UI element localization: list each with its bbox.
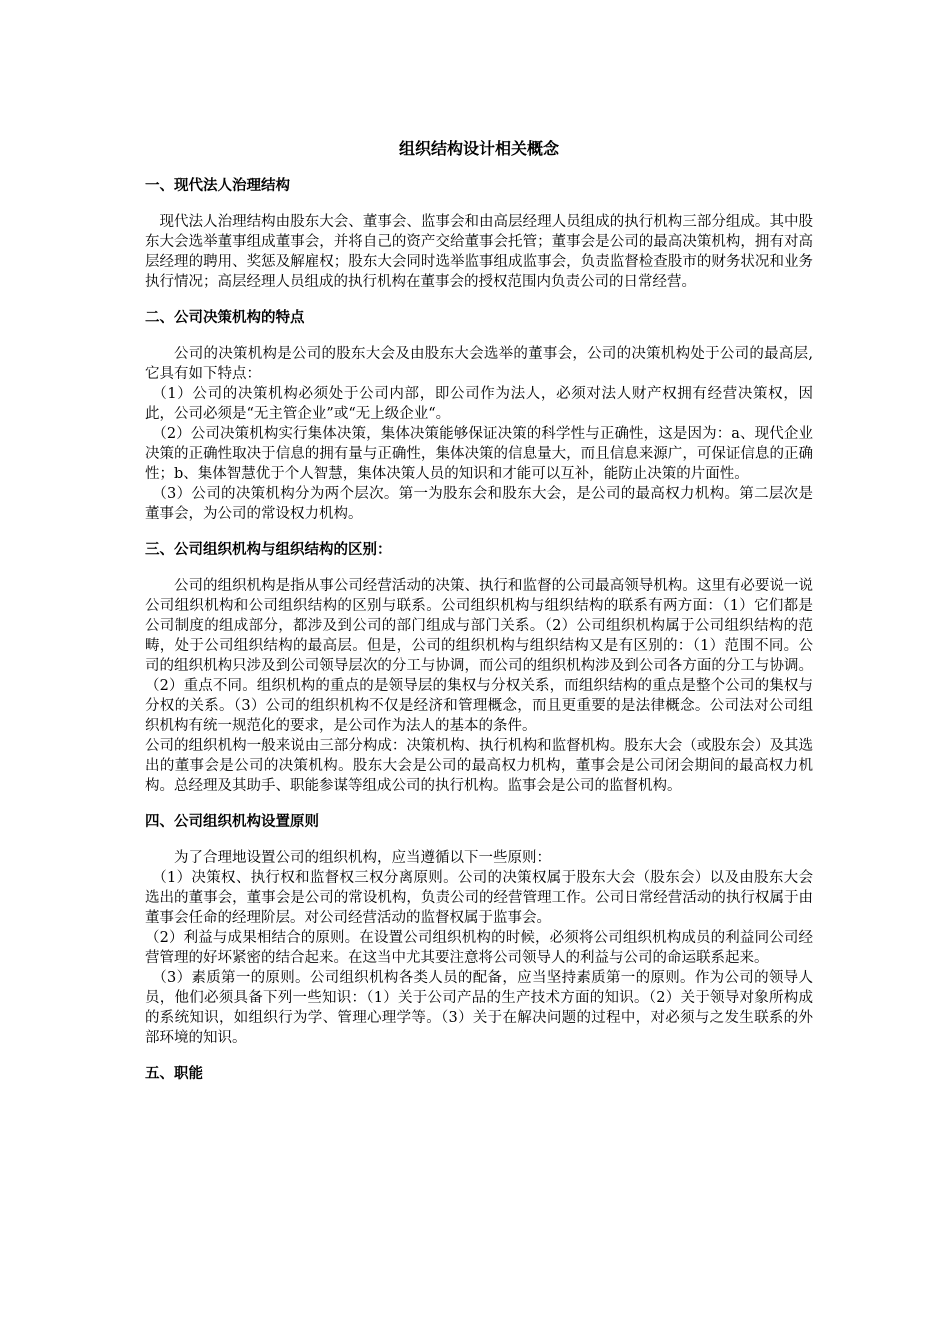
section-3 bbox=[145, 540, 813, 796]
section-heading: 四、公司组织机构设置原则 bbox=[145, 814, 319, 830]
paragraph: 现代法人治理结构由股东大会、董事会、监事会和由高层经理人员组成的执行机构三部分组成。其中股东大会选举董事组成董事会，并将自己的资产交给董事会托管；董事会是公司的最高决策机构，拥有对高层经理的聘用、奖惩及解雇权；股东大会同时选举监事组成监事会，负责监督检查股市的财务状况和业务执行情况；高层经理人员组成的执行机构在董事会的授权范围内负责公司的日常经营。 bbox=[145, 214, 813, 290]
paragraph: 为了合理地设置公司的组织机构，应当遵循以下一些原则： bbox=[174, 850, 551, 866]
section-4 bbox=[145, 812, 813, 1048]
paragraph: 公司的组织机构一般来说由三部分构成：决策机构、执行机构和监督机构。股东大会（或股东会）及其选出的董事会是公司的决策机构。股东大会是公司的最高权力机构，董事会是公司闭会期间的最高权力机构。总经理及其助手、职能参谋等组成公司的执行机构。监事会是公司的监督机构。 bbox=[145, 738, 813, 794]
section-heading: 二、公司决策机构的特点 bbox=[145, 310, 305, 326]
page-title: 组织结构设计相关概念 bbox=[398, 139, 559, 158]
paragraph: （3）公司的决策机构分为两个层次。第一为股东会和股东大会，是公司的最高权力机构。第二层次是董事会，为公司的常设权力机构。 bbox=[145, 486, 813, 522]
section-heading: 一、现代法人治理结构 bbox=[145, 178, 290, 194]
paragraph: 公司的决策机构是公司的股东大会及由股东大会选举的董事会，公司的决策机构处于公司的最高层,它具有如下特点： bbox=[145, 346, 813, 382]
paragraph: （1）公司的决策机构必须处于公司内部，即公司作为法人，必须对法人财产权拥有经营决策权，因此，公司必须是“无主管企业”或“无上级企业“。 bbox=[145, 386, 813, 422]
paragraph: （2）公司决策机构实行集体决策，集体决策能够保证决策的科学性与正确性，这是因为：a、现代企业决策的正确性取决于信息的拥有量与正确性，集体决策的信息量大，而且信息来源广，可保证信息的正确性；b、集体智慧优于个人智慧，集体决策人员的知识和才能可以互补，能防止决策的片面性。 bbox=[145, 426, 813, 482]
section-1 bbox=[145, 176, 813, 292]
section-heading: 三、公司组织机构与组织结构的区别： bbox=[145, 542, 392, 558]
section-5 bbox=[145, 1064, 813, 1084]
document-page bbox=[145, 126, 813, 1100]
paragraph: （2）利益与成果相结合的原则。在设置公司组织机构的时候，必须将公司组织机构成员的利益同公司经营管理的好坏紧密的结合起来。在这当中尤其要注意将公司领导人的利益与公司的命运联系起来。 bbox=[145, 930, 813, 966]
section-2 bbox=[145, 308, 813, 524]
section-heading: 五、职能 bbox=[145, 1066, 203, 1082]
paragraph: 公司的组织机构是指从事公司经营活动的决策、执行和监督的公司最高领导机构。这里有必要说一说公司组织机构和公司组织结构的区别与联系。公司组织机构与组织结构的联系有两方面：（1）它们都是公司制度的组成部分，都涉及到公司的部门组成与部门关系。（2）公司组织机构属于公司组织结构的范畴，处于公司组织结构的最高层。但是，公司的组织机构与组织结构又是有区别的：（1）范围不同。公司的组织机构只涉及到公司领导层次的分工与协调，而公司的组织机构涉及到公司各方面的分工与协调。（2）重点不同。组织机构的重点的是领导层的集权与分权关系，而组织结构的重点是整个公司的集权与分权的关系。（3）公司的组织机构不仅是经济和管理概念，而且更重要的是法律概念。公司法对公司组织机构有统一规范化的要求，是公司作为法人的基本的条件。 bbox=[145, 578, 813, 734]
paragraph: （1）决策权、执行权和监督权三权分离原则。公司的决策权属于股东大会（股东会）以及由股东大会选出的董事会，董事会是公司的常设机构，负责公司的经营管理工作。公司日常经营活动的执行权属于由董事会任命的经理阶层。对公司经营活动的监督权属于监事会。 bbox=[145, 870, 813, 926]
paragraph: （3）素质第一的原则。公司组织机构各类人员的配备，应当坚持素质第一的原则。作为公司的领导人员，他们必须具备下列一些知识：（1）关于公司产品的生产技术方面的知识。（2）关于领导对象所构成的系统知识，如组织行为学、管理心理学等。（3）关于在解决问题的过程中，对必须与之发生联系的外部环境的知识。 bbox=[145, 970, 813, 1046]
